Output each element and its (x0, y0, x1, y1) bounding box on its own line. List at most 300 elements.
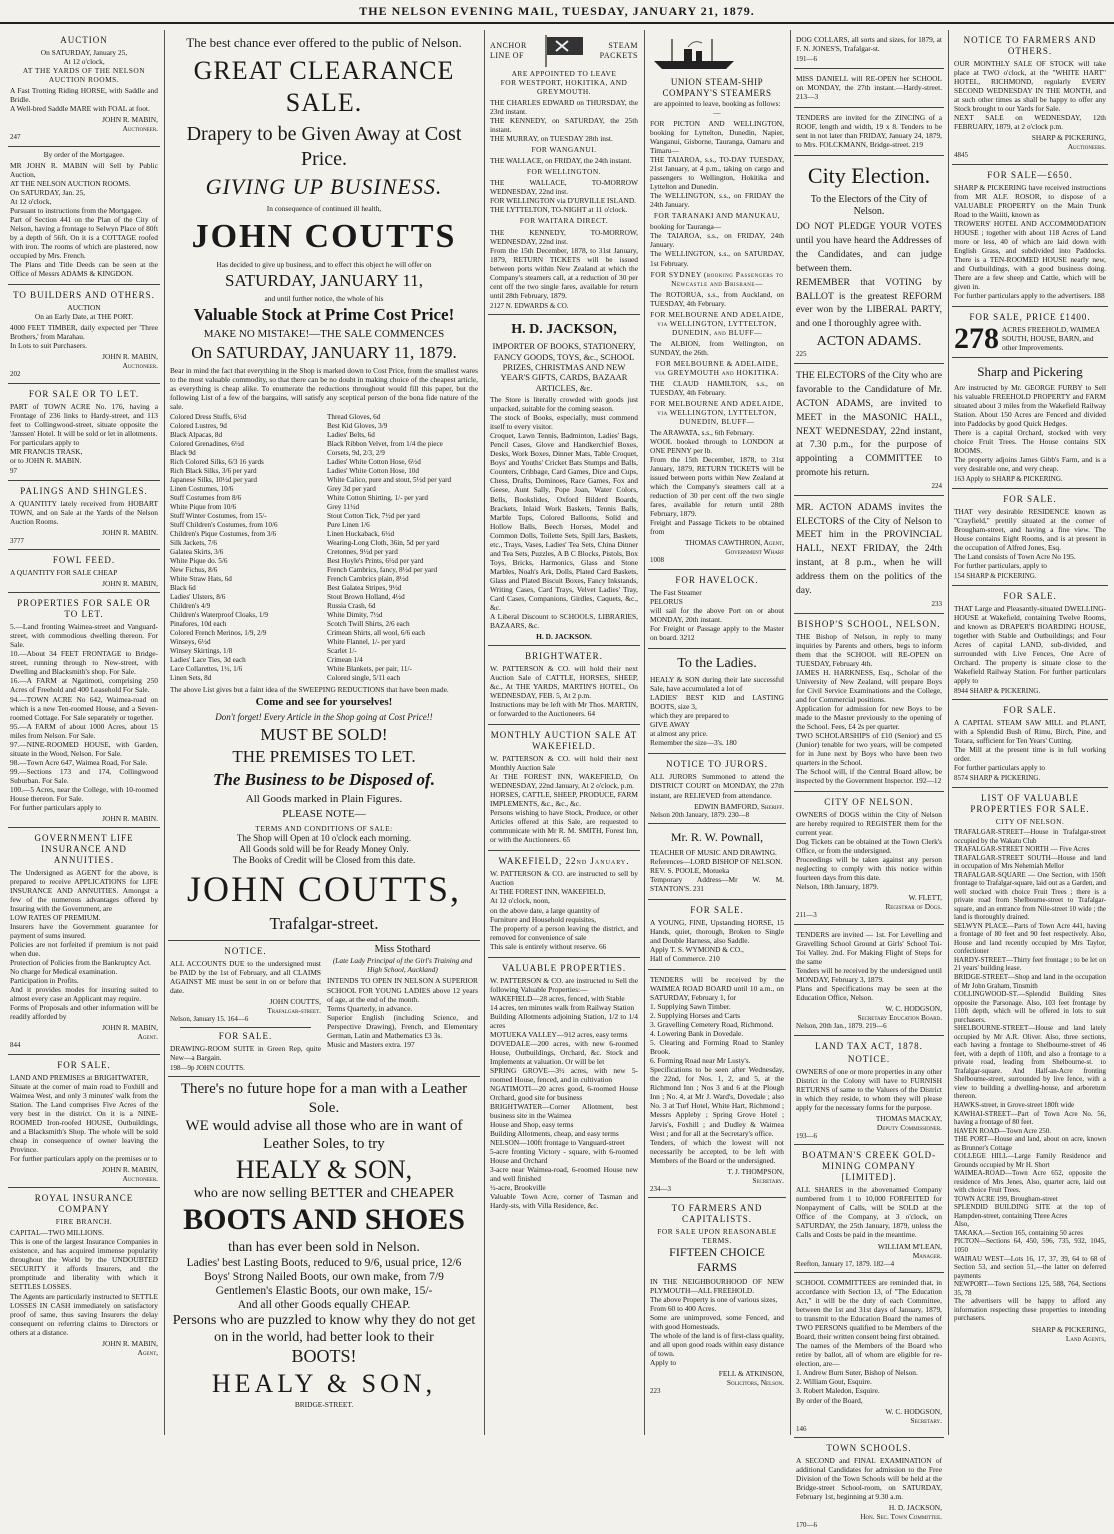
anchor-left: ANCHOR LINE OF (490, 41, 527, 60)
column-rule (164, 30, 165, 1435)
goods-price-item: Linen Costumes, 10/6 (170, 485, 234, 494)
notice-signature: JOHN COUTTS, Trafalgar-street. (267, 997, 321, 1016)
ltax-heading: LAND TAX ACT, 1878. (815, 1040, 923, 1051)
goods-price-item: Crimean 1/4 (327, 656, 363, 665)
sp-body: Are instructed by Mr. GEORGE FURBY to Sell his valuable FREEHOLD PROPERTY and FARM situated about 3 miles from the Wakefield Railway Station. About 150 Acres are Fenced and divided into Paddocks by good Quick Hedges. There is a capital Orchard, stocked with very choice Fruit Trees. The House contains SIX ROOMS. The property adjoins James Gibb's Farm, and is a very desirable one, and very cheap. (954, 382, 1106, 474)
con-body: OWNERS of DOGS within the City of Nelson are hereby required to REGISTER them for the current year. Dog Tickets can be obtained at the Town Clerk's Office, or from the undersigned. Proceedings will be taken against any person neglecting to comply with this notice within fourteen days from this date. Nelson, 18th January, 1879. (796, 810, 942, 892)
divider (180, 1027, 311, 1028)
goods-price-item: Winsey Skirtings, 1/8 (170, 647, 233, 656)
anchor-header (490, 33, 638, 69)
vp-heading: VALUABLE PROPERTIES. (501, 962, 627, 973)
goods-price-item: Ladies' White Cotton Hose, 10d (327, 467, 419, 476)
goods-price-item: Best Kid Gloves, 3/9 (327, 422, 388, 431)
decided-line: Has decided to give up business, and to effect this object he will offer on (216, 260, 432, 270)
usscs-heading: UNION STEAM-SHIP COMPANY'S STEAMERS (662, 77, 772, 98)
hdj-heading: H. D. JACKSON, (511, 322, 617, 338)
government-insurance-ad (8, 828, 160, 1055)
boat-body: ALL SHARES in the abovenamed Company numbered from 1 to 10,000 FORFEITED for Nonpayment of Calls, will be SOLD at the Office of the Company, at 3 o'clock, on SATURDAY, the 25th January, 1879, unless the Calls and Costs be paid in the meantime. (796, 1185, 942, 1240)
appointed-line: ARE APPOINTED TO LEAVE (511, 69, 617, 78)
cash-line: All Goods sold will be for Ready Money Only. (239, 843, 409, 854)
con-number: 211—3 (796, 911, 817, 920)
ad-body: PART of TOWN ACRE No. 176, having a Frontage of 236 links to Hardy-street, and 113 feet to Collingwood-street, situate opposite the 'Janssen' Hotel. It will be sold or let in allotments. For particulars apply to MR FRANCIS TRASK, or to JOHN R. MABIN. (10, 401, 158, 466)
mraa-number: 233 (931, 600, 942, 608)
coutts-name: JOHN COUTTS (191, 217, 457, 255)
f1400-content (954, 322, 1106, 356)
goods-left-list (170, 413, 321, 683)
pownall-heading: Mr. R. W. Pownall, (670, 830, 764, 845)
taranaki-body: booking for Tauranga— The TAIAROA, s.s., on FRIDAY, 24th January. The WELLINGTON, s.s., on SATURDAY, 1st February. (650, 222, 784, 268)
goods-price-item: Black 9d (170, 449, 196, 458)
ad-heading: PALINGS AND SHINGLES. (20, 485, 148, 496)
saw-mill-sale-ad (952, 700, 1108, 788)
fs-heading: FOR SALE. (690, 904, 744, 915)
school-committees-ad (794, 1273, 944, 1438)
goods-price-item: Colored single, 5/11 each (327, 674, 401, 683)
ever-line: than has ever been sold in Nelson. (228, 1240, 420, 1256)
until-line: and until further notice, the whole of his (264, 294, 384, 304)
fs2-number: 154 SHARP & PICKERING. (954, 572, 1037, 581)
premises-line: THE PREMISES TO LET. (232, 747, 416, 767)
column-5 (794, 30, 944, 1530)
dog-number: 191—6 (796, 55, 817, 64)
ladies-body: HEALY & SON during their late successful Sale, have accumulated a lot of LADIES' BEST KID and LASTING BOOTS, size 3, which they are prepared to GIVE AWAY at almost any price. Remember the size—3's. 180 (650, 675, 784, 748)
farmers-big-line: FIFTEEN CHOICE FARMS (669, 1245, 765, 1274)
ad-body: CAPITAL—TWO MILLIONS. This is one of the largest Insurance Companies in existence, and has acquired immense popularity throughout the World by the UNDOUBTED SECURITY it affords Insurers, and the promptitude and liberality with which it SETTLES LOSSES. The Agents are particularly instructed to SETTLE LOSSES IN CASH immediately on satisfactory proof of same, thus saving Insurers the delay consequent on referring claims to Directors or others at a distance. (10, 1228, 158, 1337)
horse-for-sale-ad (648, 900, 786, 970)
ltax-subheading: NOTICE. (847, 1053, 891, 1064)
nf-number: 4845 (954, 151, 968, 160)
fs2-heading: FOR SALE. (1003, 493, 1057, 504)
goods-price-item: Colored French Merinos, 1/9, 2/9 (170, 629, 267, 638)
boat-number: Reefton, January 17, 1879. 182—4 (796, 1259, 895, 1268)
goods-price-item: Ladies' Ulsters, 8/6 (170, 593, 226, 602)
wk22-body: W. PATTERSON & CO. are instructed to sell by Auction At THE FOREST INN, WAKEFIELD, At 12 o'clock, noon, on the above date, a large quantity of Furniture and Household requisites, The property of a person leaving the district, and removed for convenience of sale This sale is entirely without reserve. 66 (490, 869, 638, 951)
wakefield-monthly-ad (488, 725, 640, 851)
lv-body: TRAFALGAR-STREET—House in Trafalgar-street occupied by the Wakatu Club TRAFALGAR-STREET NORTH — Five Acres TRAFALGAR-STREET SOUTH—House and land in occupation of Mrs Nehemiah Mellor TRAFALGAR-SQUARE — One Section, with 150ft frontage to Trafalgar-square, laid out as a Garden, and well stocked with choice Fruit Trees ; there is a private road from Shelbourne-street to Trafalgar-square, and an entrance from Nile-street 10 wide ; the land is thoroughly drained. SELWYN PLACE—Parts of Town Acre 441, having a frontage of 80 feet and 90 feet respectively. Also, House and land recently occupied by Mrs Taylor, confectioner HARDY-STREET—Thirty feet frontage ; to be let on 21 years' building lease. BRIDGE-STREET—Shop and land in the occupation of Mr John Graham, Tinsmith COLLINGWOOD-ST.—Splendid Building Sites opposite the Parsonage. Also, 103 feet frontage by 110ft depth, which will be offered in lots to suit purchasers. SHELBOURNE-STREET—House and land lately occupied by Mr A.R. Oliver. Also, three sections, each having a frontage to Shelbourne-street of 46 feet, with a depth of 110ft, and also a frontage to a private road, leading from Shelbourne-st. to Trafalgar-square. And Half-an-Acre fronting Shelbourne-street, surrounded by live fence, with a view to building a dwelling-house, and arboretum thereon. HAWKS-street, in Grove-street 180ft wide KAWHAI-STREET—Part of Town Acre No. 56, having a frontage of 80 feet. HAVEN ROAD—Town Acre 250. THE PORT—House and land, about on acre, known as Brunner's Cottage COLLEGE HILL—Large Family Residence and Grounds occupied by Mr H. Short WAIMEA-ROAD—Town Acre 652, opposite the residence of Mrs Jenes, Also, quarter acre, laid out with choice Fruit Trees. TOWN ACRE 199, Brougham-street SPLENDID BUILDING SITE at the top of Hampden-street, containing Three Acres Also, TAKAKA.—Section 165, containing 50 acres PICTON—Sections 64, 450, 596, 735, 932, 1045, 1050 WAIRAU WEST—Lots 16, 17, 37, 39, 64 to 68 of Section 53, and section 51,—the latter on deferred payments NEWPORT—Town Sections 125, 588, 764, Sections 35, 78 The advertisers will be happy to afford any information respecting these properties to intending purchasers. (954, 827, 1106, 1323)
goods-price-item: Wearing-Long Cloth, 36in, 5d per yard (327, 539, 440, 548)
wellington-heading: FOR WELLINGTON. (526, 167, 602, 177)
hdj-subheading: IMPORTER OF BOOKS, STATIONERY, FANCY GOODS, TOYS, &c., SCHOOL PRIZES, CHRISTMAS AND NEW YEAR'S GIFTS, CARDS, BAZAAR ARTICLES, &c. (492, 341, 636, 393)
westport-heading: FOR WESTPORT, HOKITIKA, AND GREYMOUTH. (500, 78, 628, 97)
steamship-icon (650, 35, 740, 73)
acton-name: ACTON ADAMS. (816, 334, 922, 350)
ad-heading: GOVERNMENT LIFE INSURANCE AND ANNUITIES. (34, 832, 134, 865)
notice-and-stothard (168, 941, 480, 1077)
fs3-number: 8944 SHARP & PICKERING. (954, 686, 1041, 695)
goods-price-item: Rich Black Silks, 3/6 per yard (170, 467, 257, 476)
goods-price-item: White Flannel, 1/- per yard (327, 638, 406, 647)
goods-price-item: Galatea Skirts, 3/6 (170, 548, 224, 557)
f650-heading: FOR SALE—£650. (987, 169, 1073, 180)
goods-price-item: Black Alpacas, 8d (170, 431, 223, 440)
ad-body: A QUANTITY lately received from HOBART TOWN, and on Sale at the Yards of the Nelson Auction Rooms. (10, 498, 158, 526)
acton-number: 225 (796, 350, 807, 359)
sp-heading: Sharp and Pickering (977, 364, 1083, 380)
electors-number: 224 (931, 482, 942, 491)
ad-subheading: AUCTION On an Early Date, at THE PORT. (34, 303, 134, 322)
sc-number: 146 (796, 1424, 807, 1433)
puzzled-line: Persons who are puzzled to know why they do not get on in the world, had better look to their (172, 1313, 476, 1346)
ltax-number: 193—6 (796, 1131, 817, 1140)
wk22-heading: WAKEFIELD, 22nd January. (498, 856, 630, 867)
stothard-heading: Miss Stothard (374, 944, 431, 956)
ad-body: MR JOHN R. MABIN will Sell by Public Auction, AT THE NELSON AUCTION ROOMS. On SATURDAY, Jan. 25, At 12 o'clock, Pursuant to instructions from the Mortgagee. Part of Section 441 on the Plan of the City of Nelson, having a frontage to Selwyn Place of 80ft by a depth of 56ft. On it is a COTTAGE roofed with iron. The rooms of which are plastered, now occupied by Mrs. French. The Plans and Title Deeds can be seen at the Office of Messrs ADAMS & KINGDON. (10, 160, 158, 279)
bw-heading: BRIGHTWATER. (525, 651, 603, 661)
royal-insurance-ad (8, 1188, 160, 1360)
coutts-name-2: JOHN COUTTS, (186, 868, 461, 909)
forsale-heading: FOR SALE. (218, 1030, 273, 1041)
column-2 (168, 30, 480, 1435)
ad-number: 247 (10, 133, 21, 142)
melbourne-2-body: THE CLAUD HAMILTON, s.s., on TUESDAY, 4th February. (650, 378, 784, 397)
boots-shoes-line: BOOTS AND SHOES (183, 1203, 465, 1237)
goods-price-item: Children's 4/9 (170, 602, 211, 611)
goods-price-item: Grey 3d per yard (327, 485, 376, 494)
ltax-signature: THOMAS MACKAY, Deputy Commissioner. (875, 1113, 942, 1132)
goods-price-item: Linen Sets, 8d (170, 674, 212, 683)
goods-price-item: Russia Crash, 6d (327, 602, 376, 611)
wk-heading: MONTHLY AUCTION SALE AT WAKEFIELD. (490, 730, 638, 752)
fs4-body: A CAPITAL STEAM SAW MILL and PLANT, with a Splendid Bush of Rimu, Birch, Pine, and Totara, sufficient for Ten Years' Cutting. The Mill at the present time is in full working order. For further particulars apply to (954, 718, 1106, 773)
ad-body: LAND AND PREMISES at BRIGHTWATER, Situate at the corner of main road to Foxhill and Waimea West, and only 3 minutes' walk from the Station. The Land comprises Five Acres of the very best in the district. On it is a NINE-ROOMED Iron-roofed HOUSE, Outbuildings, and a Blacksmith's Shop. The whole will be sold cheap in consequence of owner leaving the Province. For further particulars apply on the premises or to (10, 1072, 158, 1164)
masthead: THE NELSON EVENING MAIL, TUESDAY, JANUARY 21, 1879. (0, 0, 1114, 24)
goods-price-item: White Pique do. 5/6 (170, 557, 228, 566)
jurors-heading: NOTICE TO JURORS. (666, 759, 768, 770)
goods-price-item: Colored Lustres, 9d (170, 422, 227, 431)
bw-body: W. PATTERSON & CO. will hold their next Auction Sale of CATTLE, HORSES, SHEEP, &c., At THE YARDS, MARTIN'S HOTEL, On WEDNESDAY, FEB. 5, At 2 p.m. Instructions may be left with Mr Thos. MARTIN, or forwarded to the Auctioneers. 64 (490, 663, 638, 719)
ad-signature: JOHN R. MABIN, Auctioneer. (102, 352, 158, 371)
sc-signature: W. C. HODGSON, Secretary. (885, 1406, 942, 1425)
books-line: The Books of Credit will be Closed from this date. (232, 854, 416, 865)
hd-jackson-ad (488, 315, 640, 646)
notice-farmers-ad (952, 30, 1108, 165)
valuable-properties-ad (488, 958, 640, 1217)
healy-name: HEALY & SON, (235, 1154, 413, 1184)
dont-forget-line: Don't forget! Every Article in the Shop going at Cost Price!! (215, 711, 433, 722)
levelling-signature: W. C. HODGSON, Secretary Education Board. (857, 1004, 942, 1023)
ad-heading: FOR SALE. (57, 1059, 111, 1070)
town-heading: TOWN SCHOOLS. (826, 1443, 912, 1454)
sharp-pickering-ad (952, 358, 1108, 489)
nf-signature: SHARP & PICKERING, Auctioneers. (1031, 133, 1106, 152)
goods-price-item: Corsets, 9d, 2/3, 2/9 (327, 449, 385, 458)
ad-body: 5.—Land fronting Waimea-street and Vanguard-street, with commodious dwelling thereon. For Sale. 10.—About 34 FEET FRONTAGE to Bridge-street, running through to New-street, with Dwelling and Blacksmith's shop. For Sale. 16.—A FARM at Ngatimoti, comprising 250 Acres of Freehold and 400 Leasehold For Sale. 94.—TOWN ACRE No 642, Waimea-road on which is a new Ten-roomed House, and a Seven-roomed Cottage. For Sale separately or together. 95.—A FARM of about 1000 Acres, about 15 miles from Nelson. For Sale. 97.—NINE-ROOMED HOUSE, with Garden, situate in the Wood, Nelson. For Sale. 98.—Town Acre 647, Waimea Road, For Sale. 99.—Sections 173 and 174, Collingwood Suburban. For Sale. 100.—5 Acres, near the College, with 10-roomed House thereon. For Sale. For further particulars apply to (10, 622, 158, 812)
farmers-signature: FELL & ATKINSON, Solicitors, Nelson. (718, 1368, 784, 1387)
lv-subheading: CITY OF NELSON. (995, 816, 1065, 826)
melbourne-1-heading: FOR MELBOURNE AND ADELAIDE, via WELLINGTON, LYTTELTON, DUNEDIN, and BLUFF— (650, 309, 784, 337)
con-signature: W. FLETT, Registrar of Dogs. (885, 893, 942, 912)
brightwater-land-ad (8, 1055, 160, 1188)
goods-price-item: Stuff Costumes from 8/6 (170, 494, 242, 503)
flag-icon (538, 33, 588, 69)
anchor-line-ad (488, 30, 640, 315)
boys-line: Boys' Strong Nailed Boots, our own make, from 7/9 (204, 1271, 444, 1284)
dog-collars-ad (794, 30, 944, 69)
dwelling-sale-ad (952, 586, 1108, 701)
goods-price-item: Colored Dress Stuffs, 6½d (170, 413, 247, 422)
ad-location: AT THE YARDS OF THE NELSON AUCTION ROOMS. (22, 66, 146, 85)
f1400-heading: FOR SALE, PRICE £1400. (969, 312, 1091, 323)
sale-title: GREAT CLEARANCE SALE. (193, 55, 455, 117)
goods-price-item: Colored Grenadines, 6½d (170, 440, 244, 449)
ad-number: 202 (10, 370, 21, 379)
sc-body: SCHOOL COMMITTEES are reminded that, in accordance with Section 13, of "The Education Act," it will be the duty of each Committee, between the 1st and 31st days of January, 1879, to transmit to the Education Board the names of TWO PERSONS qualified to be Members of the Board, their written consent being first obtained. The names of the Members of the Board who retire by ballot, all of whom are eligible for re-election, are— 1. Andrew Burn Suter, Bishop of Nelson. 2. William Gout, Esquire. 3. Robert Maledon, Esquire. By order of the Board, (796, 1278, 942, 1405)
zinc-tenders-ad (794, 108, 944, 156)
usscs-body: FOR PICTON AND WELLINGTON, booking for Lyttelton, Dunedin, Napier, Wanganui, Gisborne, Tauranga, Oamaru and Timaru— THE TAIAROA, s.s., TO-DAY TUESDAY, 21st January, at 4 p.m., taking on cargo and passengers to Wellington, Hokitika and Lyttelton and Dunedin. The WELLINGTON, s.s., on FRIDAY the 24th January. (650, 119, 784, 210)
f650-body: SHARP & PICKERING have received instructions from MR ALF. ROSOR, to dispose of a VALUABLE PROPERTY on the Main Trunk Road to the Waiiti, known as TROWERS' HOTEL AND ACCOMMODATION HOUSE ; together with about 118 Acres of Land more or less, 40 of which are laid down with English Grass, and subdivided into Paddocks. There is a TEN-ROOMED HOUSE nearly new, and Outbuildings, with a good business doing. There are a few sheep and Cattle, which will be given in. For further particulars apply to the advertisers. 188 (954, 182, 1106, 301)
melbourne-2-heading: FOR MELBOURNE & ADELAIDE, via GREYMOUTH and HOKITIKA. (655, 358, 779, 377)
bridge-street: BRIDGE-STREET. (294, 1400, 354, 1410)
sale-or-let-ad (8, 384, 160, 481)
ad-signature: JOHN R. MABIN. (102, 813, 158, 823)
plain-figures-line: All Goods marked in Plain Figures. (245, 792, 403, 805)
ad-body: The Undersigned as AGENT for the above, is prepared to receive APPLICATIONS for LIFE INSURANCE AND ANNUITIES. Amongst a few of the numerous advantages offered by Insuring with the Government, are LOW RATES OF PREMIUM. Insurers have the Government guarantee for payment of sums insured. Policies are not forfeited if premium is not paid when due. Protection of Policies from the Bankruptcy Act. No charge for Medical examination. Participation in Profits. And it provides modes for insuring suited to almost every case an Applicant may require. Forms of Proposals and other information will be readily afforded by (10, 867, 158, 1022)
town-signature: H. D. JACKSON, Hon. Sec. Town Committee. (860, 1503, 942, 1522)
union-steamship-ad (648, 30, 786, 570)
ad-signature: JOHN R. MABIN, Auctioneer. (102, 1165, 158, 1184)
valuable-properties-list-ad (952, 788, 1108, 1347)
waitara-signature: 2127 N. EDWARDS & CO. (490, 301, 569, 310)
farmers-body: IN THE NEIGHBOURHOOD OF NEW PLYMOUTH—ALL FREEHOLD. The above Property is one of various sizes, From 60 to 400 Acres. Some are unimproved, some Fenced, and with good Homesteads. The whole of the land is of first-class quality, and all upon good roads within easy distance of town. Apply to (650, 1276, 784, 1367)
ad-heading: AUCTION (60, 35, 108, 45)
goods-price-item: Japanese Silks, 10½d per yard (170, 476, 258, 485)
goods-price-item: Ladies' Belts, 6d (327, 431, 375, 440)
please-note: PLEASE NOTE— (282, 808, 366, 821)
brightwater-auction-ad (488, 646, 640, 725)
stock-line: Valuable Stock at Prime Cost Price! (193, 305, 455, 325)
town-body: A SECOND and FINAL EXAMINATION of additional Candidates for admission to the Free Division of the Town Schools will be held at the Bridge-street School-room, on SATURDAY, February 1st, beginning at 9.30 a.m. (796, 1456, 942, 1502)
to-the-ladies-ad (648, 649, 786, 754)
fs2-body: THAT very desirable RESIDENCE known as "Crayfield," prettily situated at the corner of Brougham-street, and having a fine view. The House contains Eight Rooms, and is at present in the occupation of Alfred Jones, Esq. The Land consists of Town Acre No 195. For further particulars, apply to (954, 506, 1106, 570)
street-line: Trafalgar-street. (269, 913, 379, 933)
westport-body: THE CHARLES EDWARD on THURSDAY, the 23rd instant. THE KENNEDY, on SATURDAY, the 25th instant. THE MURRAY, on TUESDAY 28th inst. (490, 98, 638, 144)
properties-ad (8, 593, 160, 828)
dog-body: DOG COLLARS, all sorts and sizes, for 1879, at F. N. JONES'S, Trafalgar-st. (796, 35, 942, 54)
goods-price-item: Silk Jackets, 7/6 (170, 539, 217, 548)
notice-date: Nelson, January 15. 164—6 (170, 1015, 249, 1024)
pownall-ad (648, 824, 786, 900)
ad-heading: TO BUILDERS AND OTHERS. (13, 290, 155, 301)
city-election-ad (794, 156, 944, 364)
residence-sale-ad (952, 489, 1108, 586)
goods-price-item: Stuff Children's Costumes, from 10/6 (170, 521, 278, 530)
wanganui-body: THE WALLACE, on FRIDAY, the 24th instant. (490, 156, 632, 166)
tenders-signature: T. J. THOMPSON, Secretary. (727, 1166, 784, 1185)
wanganui-heading: FOR WANGANUI. (531, 145, 597, 155)
advise-line: WE would advise all those who are in want of Leather Soles, to try (185, 1118, 463, 1153)
goods-price-item: Black Ribbon Velvet, from 1/4 the piece (327, 440, 443, 449)
goods-price-item: Rich Colored Silks, 6/3 16 yards (170, 458, 264, 467)
lv-signature: SHARP & PICKERING, Land Agents, (1031, 1324, 1106, 1343)
ad-body: A QUANTITY FOR SALE CHEAP (10, 568, 118, 578)
goods-price-item: White Dimity, 7½d (327, 611, 383, 620)
wellington-body: THE WALLACE, TO-MORROW WEDNESDAY, 22nd inst. FOR WELLINGTON via D'URVILLE ISLAND. THE LYTTELTON, TO-NIGHT at 11 o'clock. (490, 178, 638, 215)
wakefield-furniture-ad (488, 851, 640, 957)
ad-number: 844 (10, 1041, 21, 1050)
havelock-heading: FOR HAVELOCK. (675, 575, 759, 585)
date-line-2: On SATURDAY, JANUARY 11, 1879. (191, 343, 457, 363)
goods-price-item: Pure Linen 1/6 (327, 521, 370, 530)
con-heading: CITY OF NELSON. (824, 797, 914, 808)
date-line-1: SATURDAY, JANUARY 11, (224, 271, 424, 291)
fs4-number: 8574 SHARP & PICKERING. (954, 774, 1041, 783)
stothard-ad (327, 944, 478, 1072)
column-rule (644, 30, 645, 1435)
city-heading: City Election. (807, 162, 931, 188)
bishop-body: THE Bishop of Nelson, in reply to many inquiries by Parents and others, begs to inform them that the SCHOOL will RE-OPEN on TUESDAY, February 4th. JAMES H. HARKNESS, Esq., Scholar of the University of New Zealand, will prepare Boys for Civil Service Examinations and the College, and for Commercial positions. Application for admission for new Boys to be made to the Master previously to the opening of the School. Fees, £4 2s per quarter. TWO SCHOLARSHIPS of £10 (Senior) and £5 (Junior) tenable for two years, will be competed for in June next by Boys who have been two quarters in the School. The School will, if the Central Board allow, be inspected by the Government Inspector. 192—12 (796, 631, 942, 785)
ad-date: On SATURDAY, January 25, At 12 o'clock, (40, 47, 128, 66)
ad-number: 3777 (10, 536, 24, 545)
levelling-body: TENDERS are invited — 1st. For Levelling and Gravelling School Ground at Girls' School Toi-Toi Valley. 2nd. For Making Flight of Steps for the same Tenders will be received by the undersigned until MONDAY, February 3, 1879. Plans and Specifications may be seen at the Education Office, Nelson. (796, 929, 942, 1003)
ad-heading: FOR SALE OR TO LET. (28, 388, 140, 399)
come-see-line: Come and see for yourselves! (255, 696, 393, 709)
electors-meeting-ad (794, 364, 944, 496)
usscs-sub: are appointed to leave, booking as follows:— (653, 98, 781, 117)
levelling-number: Nelson, 20th Jan., 1879. 219—6 (796, 1022, 887, 1031)
column-3 (488, 30, 640, 1435)
goods-price-item: Children's Pique Costumes, from 3/6 (170, 530, 277, 539)
f1400-body: ACRES FREEHOLD, WAIMEA SOUTH, HOUSE, BARN, and other Improvements. (1002, 325, 1100, 353)
town-schools-ad (794, 1438, 944, 1534)
sp-number: 163 Apply to SHARP & PICKERING. (954, 475, 1063, 484)
builders-timber-ad (8, 285, 160, 384)
farmers-capitalists-ad (648, 1198, 786, 1399)
ladies-line: Ladies' best Lasting Boots, reduced to 9/6, usual price, 12/6 (186, 1257, 462, 1270)
goods-price-item: White Blankets, per pair, 11/- (327, 665, 412, 674)
ad-signature: JOHN R. MABIN, Auctioneer. (102, 115, 158, 134)
hope-line: There's no future hope for a man with a Leather Sole. (180, 1081, 468, 1116)
selling-line: who are now selling BETTER and CHEAPER (193, 1186, 455, 1202)
ad-signature: JOHN R. MABIN, Agent, (102, 1338, 158, 1357)
hdj-signature: H. D. JACKSON. (536, 631, 592, 641)
ladies-heading: To the Ladies. (677, 656, 757, 672)
ad-heading: FOWL FEED. (52, 555, 116, 566)
notice-body: ALL ACCOUNTS DUE to the undersigned must be PAID by the 1st of February, and all CLAIMS AGAINST ME must be sent in on or before that date. (170, 959, 321, 996)
land-tax-ad (794, 1036, 944, 1146)
goods-price-item: White Pique from 10/6 (170, 503, 237, 512)
melbourne-3-signature: THOMAS CAWTHRON, Agent, Government Wharf (685, 538, 784, 557)
goods-price-item: Grey 11½d (327, 503, 360, 512)
business-line: The Business to be Disposed of. (213, 770, 435, 790)
gents-line: Gentlemen's Elastic Boots, our own make, 15/- (215, 1285, 433, 1298)
jurors-date: Nelson 20th January, 1879. 230—8 (650, 810, 750, 819)
drapery-line: Drapery to be Given Away at Cost Price. (186, 123, 462, 170)
anchor-right: STEAM PACKETS (599, 41, 638, 60)
goods-price-item: Cretonnes, 9½d per yard (327, 548, 398, 557)
zinc-body: TENDERS are invited for the ZINCING of a ROOF, length and width, 19 x 8. Tenders to be sent in not later than FRIDAY, January 24, 1879, to Mrs. FOLCKMANN, Bridge-street. 219 (796, 112, 942, 149)
jurors-notice (648, 754, 786, 824)
ltax-body: OWNERS of one or more properties in any other District in the Colony will have to FURNISH RETURNS of same to the Valuers of the District in which they reside, to whom they will please apply for the necessary forms for the purpose. (796, 1066, 942, 1112)
bear-paragraph: Bear in mind the fact that everything in the Shop is marked down to Cost Price, from the smallest wares to the most valuable commodity, so that there can be no doubt in making choice of the cheapest article, as everything is cheap alike. To enumerate the reductions throughout would fill this paper, but the following List of a few of the bargains, will satisfy any sceptical person of the bona fide nature of the sale. (170, 366, 478, 412)
goods-price-item: New Fichus, 8/6 (170, 566, 218, 575)
sydney-heading: FOR SYDNEY (booking Passengers to Newcastle and Brisbane— (650, 269, 784, 288)
melbourne-3-body: The ARAWATA, s.s., 6th February. WOOL booked through to LONDON at ONE PENNY per lb. From the 15th December, 1878, to 31st January, 1879, RETURN TICKETS will be issued between ports within New Zealand at which the Company's steamers call at a reduction of 30 per cent off the two single fares, available for return until 28th February, 1879. Freight and Passage Tickets to be obtained from (650, 428, 784, 537)
sale-650-ad (952, 165, 1108, 307)
auction-horse-ad (8, 30, 160, 147)
column-rule (484, 30, 485, 1435)
farmers-number: 223 (650, 1386, 661, 1395)
tenders-number: 234—3 (650, 1184, 671, 1193)
ad-number: 97 (10, 467, 17, 476)
goods-price-item: French Cambrics plain, 8½d (327, 575, 409, 584)
cheap-line: And all other Goods equally CHEAP. (237, 1299, 411, 1312)
ad-heading: ROYAL INSURANCE COMPANY (34, 1193, 134, 1215)
goods-price-item: Ladies' White Cotton Hose, 6½d (327, 458, 421, 467)
ad-signature: JOHN R. MABIN. (102, 527, 158, 537)
top-line: The best chance ever offered to the public of Nelson. (186, 35, 462, 50)
mistake-line: MAKE NO MISTAKE!—THE SALE COMMENCES (203, 327, 445, 340)
boat-heading: BOATMAN'S CREEK GOLD-MINING COMPANY [LIMITED]. (801, 1150, 937, 1183)
goods-price-item: Winseys, 6½d (170, 638, 211, 647)
boots-exclaim: BOOTS! (291, 1346, 357, 1367)
daniell-body: MISS DANIELL will RE-OPEN her SCHOOL on MONDAY, the 27th instant.—Hardy-street. 213—3 (796, 73, 942, 101)
goods-price-item: Pinafores, 10d each (170, 620, 227, 629)
coutts-clearance-ad (168, 30, 480, 941)
ad-subheading: By order of the Mortgagee. (43, 149, 125, 159)
sydney-body: The ROTORUA, s.s., from Auckland, on TUESDAY, 4th February. (650, 289, 784, 308)
goods-price-item: Stout Brown Holland, 4½d (327, 593, 405, 602)
melbourne-3-number: 1008 (650, 556, 664, 565)
lv-heading: LIST OF VALUABLE PROPERTIES FOR SALE. (970, 793, 1090, 814)
ad-body: A Fast Trotting Riding HORSE, with Saddle and Bridle. A Well-bred Saddle MARE with FOAL at foot. (10, 86, 158, 114)
melbourne-1-body: The ALBION, from Wellington, on SUNDAY, the 26th. (650, 338, 784, 357)
ad-subheading: FIRE BRANCH. (55, 1217, 113, 1227)
goods-price-item: Ladies' Lace Ties, 3d each (170, 656, 246, 665)
goods-price-item: Crimean Shirts, all wool, 6/6 each (327, 629, 426, 638)
acton-adams-invite-ad (794, 496, 944, 614)
wk-body: W. PATTERSON & CO. will hold their next Monthly Auction Sale At THE FOREST INN, WAKEFIELD, On WEDNESDAY, 22nd January, At 2 o'clock, p.m. HORSES, CATTLE, SHEEP, PRODUCE, FARM IMPLEMENTS, &c., &c., &c. Persons wishing to have Stock, Produce, or other Articles offered at this Sale, are requested to communicate with Mr R. M. SMITH, Forest Inn, or with the Auctioneers. 65 (490, 754, 638, 845)
goods-price-item: Best Hoyle's Prints, 6½d per yard (327, 557, 424, 566)
goods-price-item: Black 6d (170, 584, 196, 593)
health-line: In consequence of continued ill health, (266, 203, 382, 213)
giving-up-line: GIVING UP BUSINESS. (205, 174, 443, 200)
ad-heading: PROPERTIES FOR SALE OR TO LET. (17, 598, 151, 620)
havelock-ad (648, 570, 786, 649)
goods-price-item: Linen Huckaback, 6½d (327, 530, 395, 539)
boat-signature: WILLIAM M'LEAN, Manager. (877, 1241, 942, 1260)
goods-price-list (170, 413, 478, 683)
jurors-signature: EDWIN BAMFORD, Sheriff. (694, 801, 784, 811)
goods-price-item: Stout Cotton Tick, 7½d per yard (327, 512, 420, 521)
goods-price-item: Best Galatea Stripes, 9½d (327, 584, 402, 593)
goods-right-list (327, 413, 478, 683)
tenders-body: TENDERS will be received by the WAIMEA ROAD BOARD until 10 a.m., on SATURDAY, February 1, for 1. Supplying Sawn Timber. 2. Supplying Horses and Carts 3. Gravelling Cemetery Road, Richmond. 4. Lowering Bank in Dovedale. 5. Clearing and Forming Road to Stanley Brook. 6. Forming Road near Mr Lusty's. Specifications to be seen after Wednesday, the 22nd, for Nos. 1, 2, and 5, at the Richmond Inn ; Nos 3 and 6 at the Plough Inn ; No. 4, at Mr J. Ward's, Dovedale ; also No. 3 at Turf Hotel, White Hart, Richmond ; Messrs Appleby ; Spring Grove Hotel ; Jarvis's, Foxhill ; and Dudley & Waimea West ; and for all at the Secretary's office. Tenders, of which the lowest will not necessarily be accepted, to be left with Members of the Board or the undersigned. (650, 975, 784, 1165)
city-body: DO NOT PLEDGE YOUR VOTES until you have heard the Addresses of the Candidates, and can judge between them. REMEMBER that VOTING by BALLOT is the greatest REFORM ever won by the LIBERAL PARTY, and one I thoroughly agree with. (796, 221, 942, 330)
nf-heading: NOTICE TO FARMERS AND OTHERS. (963, 35, 1097, 56)
waitara-body: THE KENNEDY, TO-MORROW, WEDNESDAY, 22nd inst. From the 15th December, 1878, to 31st January, 1879, RETURN TICKETS will be issued between ports within New Zealand at which the Company's steamers call, at a reduction of 30 per cent off the two single fares, available for return until 28th February, 1879. (490, 227, 638, 300)
city-subheading: To the Electors of the City of Nelson. (810, 193, 928, 217)
must-sold-line: MUST BE SOLD! (260, 724, 388, 744)
hdj-body: The Store is literally crowded with goods just unpacked, suitable for the coming season. The stock of Books, especially, must commend itself to every visitor. Croquet, Lawn Tennis, Badminton, Ladies' Bags, Pencil Cases, Glove and Handkerchief Boxes, Desks, Work Boxes, Dinner Mats, Table Croquet, Boys' and Youths' Cricket Bats Stumps and Balls, Counters, Cribbage, Card Games, Dice and Cups, Chess, Drafts, Dominoes, Race Games, Fox and Geese, Aunt Sally, Pope Joan, Water Colors, Bells, Bookslides, Oxford Bilderd Boards, Brackets, Inlaid Work Baskets, Tennis Balls, Marble Tops, Colored Balloons, Solid and Hollow Balls, Beech Horses, Model and Common Dolls, Toilette Sets, Spill Jars, Baskets, etc., Trays, Vases, Ladies' Tea Sets, China Dinner and Tea Sets, Puzzles, A B C Blocks, Pistols, Box Toys, Bricks, Harmonics, Glass and Stone Marbles, Noah's Ark, Dolls, Plated Card Baskets, Glass and Plated Biscuit Boxes, Fancy Inkstands, Writing Cases, Card Trays, Velvet Ladies' Tray, Card Cases, Companions, Girdles, Caquets, &c., &c. A Liberal Discount to SCHOOLS, LIBRARIES, BAZAARS, &c. (490, 395, 638, 630)
goods-price-item: Children's Waterproof Cloaks, 1/9 (170, 611, 268, 620)
column-rule (790, 30, 791, 1435)
vp-body: W. PATTERSON & CO. are instructed to Sell the following Valuable Properties:— WAKEFIELD—28 acres, fenced, with Stable 14 acres, ten minutes walk from Railway Station Building Allotments adjoining Station, 1/2 to 1/4 acres MOTUEKA VALLEY—912 acres, easy terms DOVEDALE—200 acres, with new 6-roomed House, Outbuildings, Orchard, &c. Stock and Implements at valuation. Or will be let SPRING GROVE—3½ acres, with new 5-roomed House, fenced, and in cultivation NGATIMOTI—20 acres good, 6-roomed House Orchard, good site for business BRIGHTWATER—Corner Allotment, best business site in the Waimea House and Shop, easy terms Building Allotments, cheap, and easy terms NELSON—100ft frontage to Vanguard-street 5-acre fronting Victory - square, with 6-roomed House and Orchard 3-acre near Waimea-road, 6-roomed House new and well finished ½-acre, Brookville Valuable Town Acre, corner of Tasman and Hardy-sts, with Villa Residence, &c. (490, 975, 638, 1211)
goods-price-item: Lace Collarettes, 1½, 1/6 (170, 665, 243, 674)
f1400-acres: 278 (954, 322, 999, 356)
column-rule (948, 30, 949, 1435)
column-1 (8, 30, 160, 1435)
jurors-body: ALL JURORS Summoned to attend the DISTRICT COURT on MONDAY, the 27th instant, are RELIEVED from attendance. (650, 772, 784, 800)
healy-son-ad (168, 1077, 480, 1413)
havelock-body: The Fast Steamer PELORUS will sail for the above Port on or about MONDAY, 20th instant. For Freight or Passage apply to the Master on board. 3212 (650, 587, 784, 643)
waitara-heading: FOR WAITARA DIRECT. (519, 216, 609, 226)
ad-body: 4000 FEET TIMBER, daily expected per 'Three Brothers,' from Marahau. In Lots to suit Purchasers. (10, 323, 158, 351)
electors-body: THE ELECTORS of the City who are favorable to the Candidature of Mr. ACTON ADAMS, are invited to MEET in the MASONIC HALL, NEXT WEDNESDAY, 22nd instant, at 7.30 p.m., for the purpose of appointing a COMMITTEE to promote his return. (796, 369, 942, 479)
forsale-body: DRAWING-ROOM SUITE in Green Rep, quite New—a Bargain. (170, 1043, 321, 1062)
column-4 (648, 30, 786, 1435)
taranaki-heading: FOR TARANAKI AND MANUKAU, (653, 211, 781, 221)
column-6 (952, 30, 1108, 1435)
